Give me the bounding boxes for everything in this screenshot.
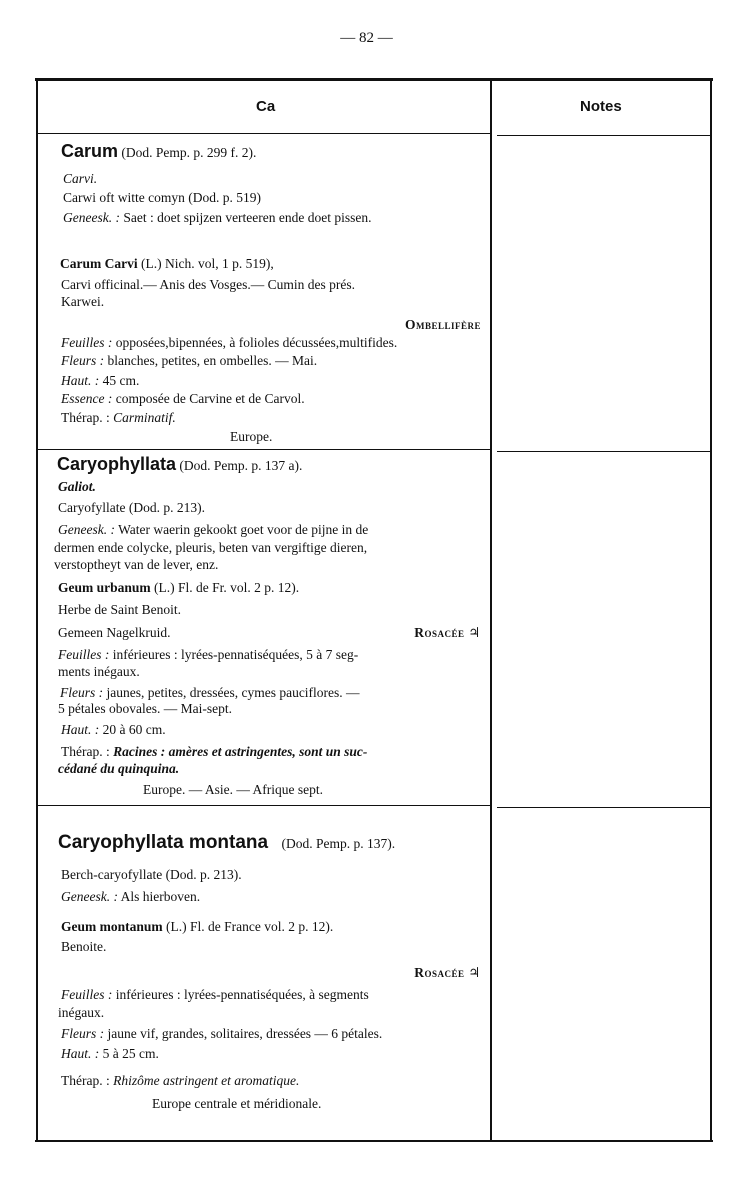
entry-title: Caryophyllata	[57, 454, 177, 474]
label: Fleurs :	[61, 353, 105, 368]
label: Haut. :	[61, 722, 100, 737]
entry-line: ments inégaux.	[58, 664, 140, 679]
label: Geneesk. :	[63, 210, 120, 225]
entry-line: Karwei.	[61, 294, 105, 309]
entry-title: Caryophyllata montana	[58, 832, 269, 853]
label: Feuilles :	[58, 647, 110, 662]
page-number: — 82 —	[340, 30, 393, 46]
table-top-rule	[35, 78, 713, 81]
family-label: Ombellifère	[404, 317, 481, 332]
header-left: Ca	[256, 98, 276, 115]
leaves-line	[61, 334, 397, 351]
text: composée de Carvine et de Carvol.	[115, 391, 305, 406]
entry-carum-title-line	[61, 143, 256, 161]
entry-reference: (Dod. Pemp. p. 299 f. 2).	[121, 145, 257, 160]
entry-line: Carvi officinal.— Anis des Vosges.— Cumin des prés.	[61, 277, 355, 292]
entry-line: Berch-caryofyllate (Dod. p. 213).	[61, 867, 242, 882]
entry-line: Gemeen Nagelkruid.	[58, 625, 171, 640]
text: Racines : amères et astringentes, sont un suc-	[113, 744, 368, 759]
therapy-line	[61, 1072, 299, 1089]
header-rule-right	[497, 135, 710, 136]
row-rule-1-right	[497, 451, 710, 452]
row-rule-2-left	[37, 805, 490, 806]
species-name: Carum Carvi	[60, 256, 138, 271]
text: 5 à 25 cm.	[102, 1046, 159, 1061]
table-bottom-rule	[35, 1140, 713, 1142]
leaves-line	[61, 986, 369, 1003]
label: Thérap. :	[61, 410, 110, 425]
text: 20 à 60 cm.	[102, 722, 166, 737]
entry-caryophyllata-title-line	[57, 456, 302, 474]
entry-alt-name: Carvi.	[63, 171, 98, 186]
geography-line: Europe. — Asie. — Afrique sept.	[143, 782, 323, 797]
entry-line: dermen ende colycke, pleuris, beten van vergiftige dieren,	[54, 540, 368, 555]
geography-line: Europe centrale et méridionale.	[152, 1096, 322, 1111]
header-right: Notes	[580, 98, 622, 115]
label: Geneesk. :	[58, 522, 115, 537]
label: Haut. :	[61, 1046, 100, 1061]
text: Als hierboven.	[120, 889, 201, 904]
text: Saet : doet spijzen verteeren ende doet pissen.	[123, 210, 372, 225]
label: Fleurs :	[60, 685, 104, 700]
flowers-line	[61, 352, 317, 369]
column-divider	[490, 80, 492, 1142]
entry-reference: (Dod. Pemp. p. 137 a).	[179, 458, 303, 473]
label: Feuilles :	[61, 335, 113, 350]
family-label: Rosacée ♃	[414, 625, 481, 640]
header-rule-left	[37, 133, 490, 134]
flowers-line	[60, 684, 360, 701]
height-line	[61, 721, 166, 738]
entry-line: 5 pétales obovales. — Mai-sept.	[58, 701, 232, 716]
label: Geneesk. :	[61, 889, 118, 904]
text: opposées,bipennées, à folioles décussées,multifides.	[115, 335, 398, 350]
entry-title: Carum	[61, 141, 119, 161]
entry-line: cédané du quinquina.	[58, 761, 180, 776]
label: Essence :	[61, 391, 113, 406]
species-name: Geum montanum	[61, 919, 163, 934]
entry-caryophyllata-montana-title-line	[58, 834, 395, 852]
entry-geneesk-line	[58, 521, 368, 538]
text: 45 cm.	[102, 373, 140, 388]
row-rule-2-right	[497, 807, 710, 808]
label: Thérap. :	[61, 1073, 110, 1088]
entry-line: Benoite.	[61, 939, 107, 954]
entry-line: Herbe de Saint Benoit.	[58, 602, 181, 617]
table-right-border	[710, 80, 712, 1142]
geography-line: Europe.	[230, 429, 273, 444]
label: Fleurs :	[61, 1026, 105, 1041]
text: jaune vif, grandes, solitaires, dressées — 6 pétales.	[107, 1026, 383, 1041]
text: jaunes, petites, dressées, cymes pauciflores. —	[106, 685, 360, 700]
family-label: Rosacée ♃	[414, 965, 481, 980]
entry-line: Carwi oft witte comyn (Dod. p. 519)	[63, 190, 261, 205]
label: Haut. :	[61, 373, 100, 388]
entry-alt-name: Galiot.	[58, 479, 96, 494]
therapy-line	[61, 743, 367, 760]
entry-geneesk-line	[61, 888, 200, 905]
entry-reference: (Dod. Pemp. p. 137).	[281, 836, 396, 851]
species-name: Geum urbanum	[58, 580, 151, 595]
text: blanches, petites, en ombelles. — Mai.	[107, 353, 318, 368]
flowers-line	[61, 1025, 382, 1042]
text: Carminatif.	[113, 410, 176, 425]
text: inférieures : lyrées-pennatiséquées, à segments	[115, 987, 369, 1002]
entry-geneesk-line	[63, 209, 372, 226]
entry-line: Caryofyllate (Dod. p. 213).	[58, 500, 205, 515]
label: Feuilles :	[61, 987, 113, 1002]
entry-species-line	[58, 579, 299, 596]
row-rule-1-left	[37, 449, 490, 450]
therapy-line	[61, 409, 176, 426]
label: Thérap. :	[61, 744, 110, 759]
essence-line	[61, 390, 305, 407]
species-reference: (L.) Fl. de Fr. vol. 2 p. 12).	[154, 580, 300, 595]
species-reference: (L.) Fl. de France vol. 2 p. 12).	[166, 919, 334, 934]
entry-line: inégaux.	[58, 1005, 105, 1020]
species-reference: (L.) Nich. vol, 1 p. 519),	[141, 256, 274, 271]
table-left-border	[36, 80, 38, 1142]
height-line	[61, 1045, 159, 1062]
entry-line: verstoptheyt van de lever, enz.	[54, 557, 219, 572]
text: Rhizôme astringent et aromatique.	[113, 1073, 300, 1088]
text: Water waerin gekookt goet voor de pijne in de	[118, 522, 369, 537]
height-line	[61, 372, 139, 389]
entry-species-line	[61, 918, 333, 935]
entry-species-line	[60, 255, 274, 272]
leaves-line	[58, 646, 358, 663]
text: inférieures : lyrées-pennatiséquées, 5 à 7 seg-	[112, 647, 359, 662]
